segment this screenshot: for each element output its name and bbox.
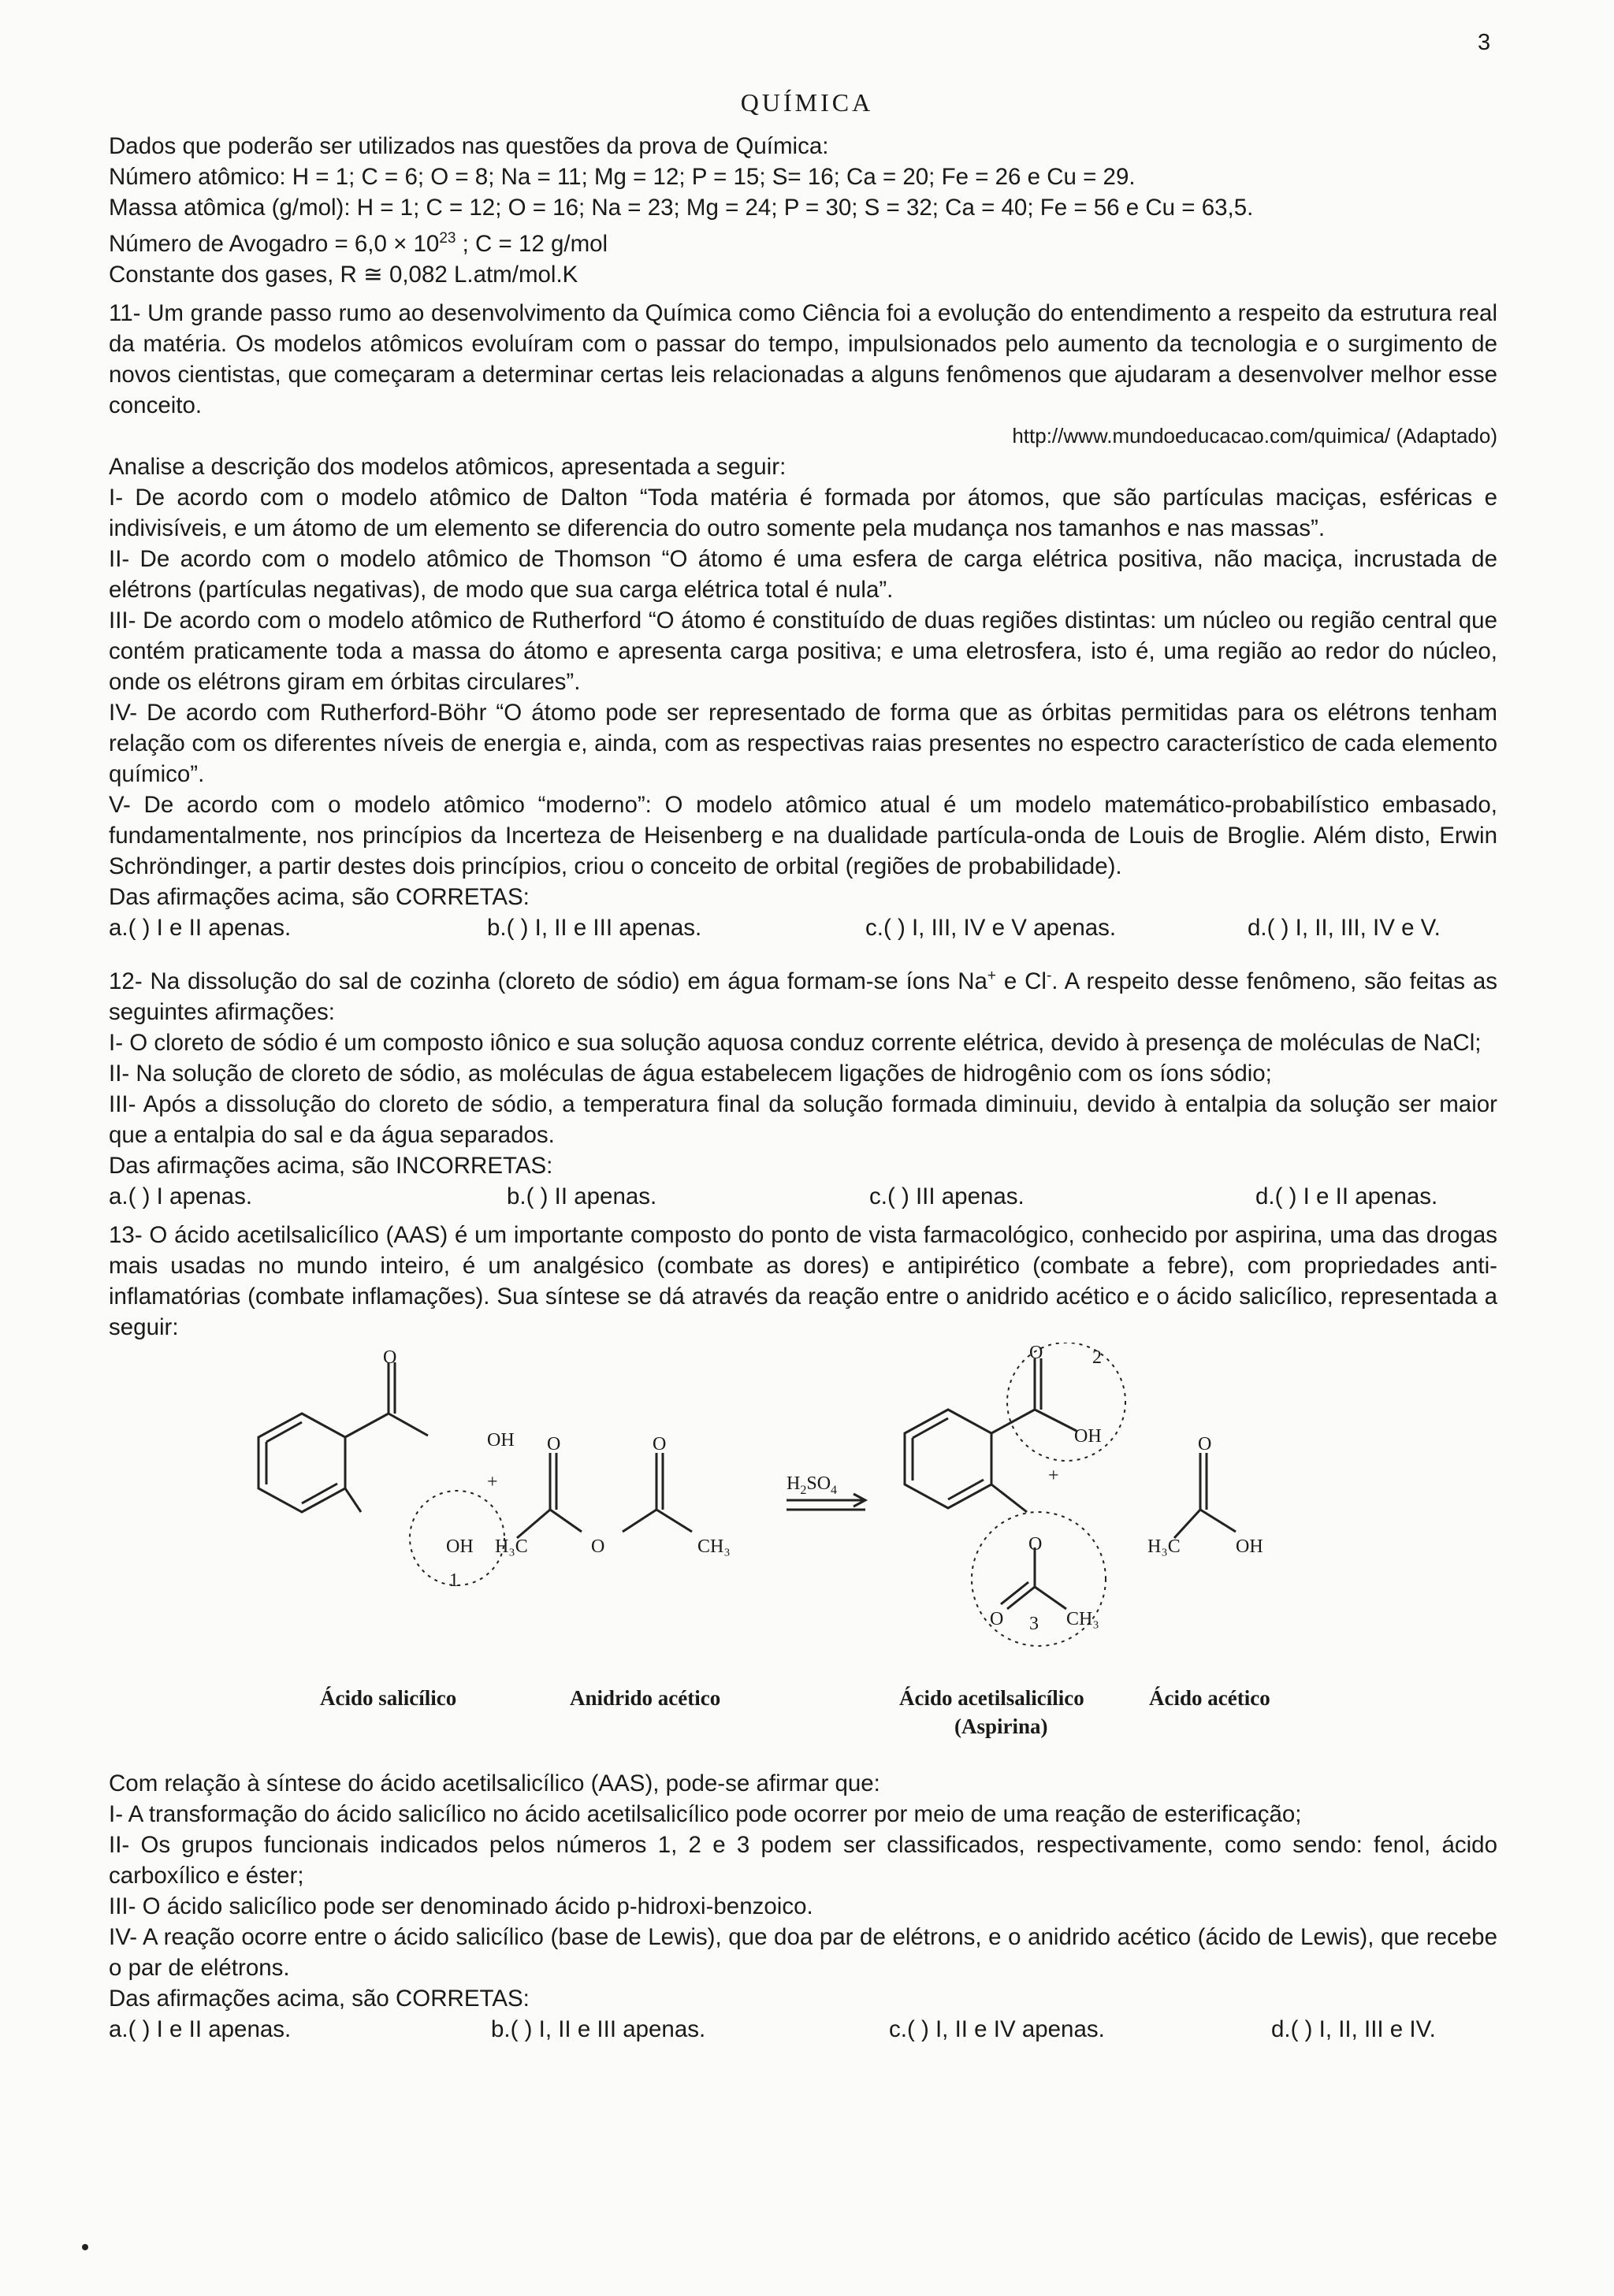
q13-option-d[interactable]: d.( ) I, II, III e IV. bbox=[1271, 2016, 1436, 2042]
q13-option-c[interactable]: c.( ) I, II e IV apenas. bbox=[889, 2016, 1105, 2042]
q12-option-d[interactable]: d.( ) I e II apenas. bbox=[1255, 1183, 1438, 1209]
q12-item-1: I- O cloreto de sódio é um composto iônico e sua solução aquosa conduz corrente elétrica, devido à presença de moléculas de NaCl; bbox=[109, 1029, 1482, 1056]
catalyst-h: H bbox=[787, 1473, 801, 1494]
label-acetylsalicylic-acid: Ácido acetilsalicílico bbox=[899, 1685, 1084, 1710]
q11-question: Das afirmações acima, são CORRETAS: bbox=[109, 883, 530, 910]
catalyst-so: SO bbox=[806, 1473, 831, 1494]
avogadro-line bbox=[109, 223, 1497, 259]
q12-item-3: III- Após a dissolução do cloreto de sódio, a temperatura final da solução formada diminuiu, devido à entalpia da solução ser maior que a entalpia do sal e da água separados. bbox=[109, 1090, 1497, 1148]
q11-option-c[interactable]: c.( ) I, III, IV e V apenas. bbox=[865, 914, 1117, 941]
q11-item-5: V- De acordo com o modelo atômico “moderno”: O modelo atômico atual é um modelo matemático-probabilístico embasado, fundamentalmente, nos princípios da Incerteza de Heisenberg e na dualidade partícula-onda de Louis de Broglie. Além disto, Erwin Schröndinger, a partir destes dois princípios, criou o conceito de orbital (regiões de probabilidade). bbox=[109, 791, 1497, 879]
atom-oh-4: OH bbox=[1236, 1536, 1263, 1557]
page-number: 3 bbox=[1478, 30, 1491, 55]
plus-sign-1: + bbox=[487, 1471, 498, 1492]
atom-o-4: O bbox=[1029, 1342, 1043, 1363]
group-number-1: 1 bbox=[449, 1570, 459, 1591]
q11-option-a[interactable]: a.( ) I e II apenas. bbox=[109, 914, 292, 941]
gas-constant-line: Constante dos gases, R ≅ 0,082 L.atm/mol.K bbox=[109, 261, 578, 288]
atom-oh-1: OH bbox=[487, 1429, 515, 1451]
q11-options bbox=[109, 912, 1497, 943]
atom-h3c-1: H₃C bbox=[495, 1536, 528, 1557]
data-intro: Dados que poderão ser utilizados nas questões da prova de Química: bbox=[109, 133, 829, 159]
q11-item-3: III- De acordo com o modelo atômico de Rutherford “O átomo é constituído de duas regiões distintas: um núcleo ou região central que contém praticamente toda a massa do átomo e apresenta carga positiva; e uma eletrosfera, isto é, uma região ao redor do núcleo, onde os elétrons giram em órbitas circulares”. bbox=[109, 607, 1497, 695]
group-number-3: 3 bbox=[1029, 1613, 1039, 1634]
q12-option-b[interactable]: b.( ) II apenas. bbox=[507, 1183, 657, 1209]
atom-ch3-2: CH₃ bbox=[1066, 1608, 1099, 1629]
atom-o-bridge: O bbox=[591, 1536, 605, 1557]
q12-option-c[interactable]: c.( ) III apenas. bbox=[869, 1183, 1025, 1209]
q12-na-charge: + bbox=[987, 967, 997, 984]
atom-ch3-1: CH₃ bbox=[697, 1536, 731, 1557]
q11-prompt: Analise a descrição dos modelos atômicos, apresentada a seguir: bbox=[109, 453, 787, 480]
q13-options bbox=[109, 2014, 1497, 2045]
atom-oh-3: OH bbox=[1074, 1425, 1102, 1447]
q13-item-2: II- Os grupos funcionais indicados pelos números 1, 2 e 3 podem ser classificados, respectivamente, como sendo: fenol, ácido carboxílico e éster; bbox=[109, 1831, 1497, 1889]
q13-item-1: I- A transformação do ácido salicílico no ácido acetilsalicílico pode ocorrer por meio de uma reação de esterificação; bbox=[109, 1800, 1302, 1827]
atom-o-3: O bbox=[653, 1433, 667, 1455]
plus-sign-2: + bbox=[1048, 1465, 1059, 1486]
q11-option-d[interactable]: d.( ) I, II, III, IV e V. bbox=[1248, 914, 1441, 941]
aspirin-benzene-ring bbox=[905, 1410, 991, 1508]
atom-o-ester: O bbox=[1028, 1533, 1043, 1555]
atom-o-2: O bbox=[547, 1433, 561, 1455]
q12-text-mid: e Cl bbox=[996, 968, 1047, 994]
q13-item-3: III- O ácido salicílico pode ser denominado ácido p-hidroxi-benzoico. bbox=[109, 1893, 813, 1919]
q12-statement bbox=[109, 960, 1497, 1027]
catalyst-label bbox=[787, 1469, 837, 1506]
q13-prompt: Com relação à síntese do ácido acetilsalicílico (AAS), pode-se afirmar que: bbox=[109, 1770, 880, 1796]
circle-group-2 bbox=[1007, 1343, 1125, 1461]
salicylic-benzene-ring bbox=[258, 1414, 345, 1512]
q13-question: Das afirmações acima, são CORRETAS: bbox=[109, 1985, 530, 2012]
margin-dot bbox=[82, 2244, 88, 2250]
q11-item-1: I- De acordo com o modelo atômico de Dalton “Toda matéria é formada por átomos, que são partículas maciças, esféricas e indivisíveis, e um átomo de um elemento se diferencia do outro somente pela mudança nos tamanhos e nas massas”. bbox=[109, 484, 1497, 541]
q11-item-2: II- De acordo com o modelo atômico de Thomson “O átomo é uma esfera de carga elétrica positiva, não maciça, incrustada de elétrons (partículas negativas), de modo que sua carga elétrica total é nula”. bbox=[109, 545, 1497, 603]
catalyst-sub-2: 4 bbox=[831, 1483, 838, 1497]
q12-text: 12- Na dissolução do sal de cozinha (cloreto de sódio) em água formam-se íons Na bbox=[109, 968, 987, 994]
page-title: QUÍMICA bbox=[740, 88, 874, 117]
avogadro-exponent: 23 bbox=[439, 230, 456, 247]
q11-option-b[interactable]: b.( ) I, II e III apenas. bbox=[487, 914, 702, 941]
q13-item-4: IV- A reação ocorre entre o ácido salicílico (base de Lewis), que doa par de elétrons, e o anidrido acético (ácido de Lewis), que recebe o par de elétrons. bbox=[109, 1923, 1497, 1981]
atom-o-5: O bbox=[990, 1608, 1004, 1629]
group-number-2: 2 bbox=[1092, 1347, 1102, 1368]
atom-h3c-2: H₃C bbox=[1147, 1536, 1181, 1557]
q11-source: http://www.mundoeducacao.com/quimica/ (Adaptado) bbox=[1012, 423, 1497, 448]
q12-options bbox=[109, 1181, 1497, 1212]
exam-content bbox=[109, 131, 1497, 2045]
q13-statement: 13- O ácido acetilsalicílico (AAS) é um importante composto do ponto de vista farmacológico, conhecido por aspirina, uma das drogas mais usadas no mundo inteiro, é um analgésico (combate as dores) e antipirético (combate a febre), com propriedades anti-inflamatórias (combate inflamações). Sua síntese se dá através da reação entre o anidrido acético e o ácido salicílico, representada a seguir: bbox=[109, 1221, 1497, 1340]
label-acetic-acid: Ácido acético bbox=[1149, 1685, 1270, 1710]
q13-option-b[interactable]: b.( ) I, II e III apenas. bbox=[491, 2016, 706, 2042]
atomic-mass-line: Massa atômica (g/mol): H = 1; C = 12; O = 16; Na = 23; Mg = 24; P = 30; S = 32; Ca = 40; Fe = 56 e Cu = 63,5. bbox=[109, 195, 1254, 221]
label-aspirin: (Aspirina) bbox=[954, 1714, 1048, 1738]
reaction-svg bbox=[109, 1343, 1497, 1768]
reaction-diagram bbox=[109, 1343, 1497, 1768]
q12-option-a[interactable]: a.( ) I apenas. bbox=[109, 1183, 253, 1209]
q12-question: Das afirmações acima, são INCORRETAS: bbox=[109, 1152, 553, 1179]
atomic-number-line: Número atômico: H = 1; C = 6; O = 8; Na = 11; Mg = 12; P = 15; S= 16; Ca = 20; Fe = 26 e Cu = 29. bbox=[109, 164, 1136, 190]
atom-o-1: O bbox=[383, 1347, 397, 1368]
q12-cl-charge: - bbox=[1046, 967, 1052, 984]
label-salicylic-acid: Ácido salicílico bbox=[320, 1685, 457, 1710]
q13-option-a[interactable]: a.( ) I e II apenas. bbox=[109, 2016, 292, 2042]
q12-item-2: II- Na solução de cloreto de sódio, as moléculas de água estabelecem ligações de hidrogênio com os íons sódio; bbox=[109, 1060, 1272, 1087]
atom-o-6: O bbox=[1198, 1433, 1212, 1455]
q11-item-4: IV- De acordo com Rutherford-Böhr “O átomo pode ser representado de forma que as órbitas permitidas para os elétrons tenham relação com os diferentes níveis de energia e, ainda, com as respectivas raias presentes no espectro característico de cada elemento químico”. bbox=[109, 699, 1497, 787]
avogadro-text: Número de Avogadro = 6,0 × 10 bbox=[109, 230, 440, 257]
q12-text-end: . A respeito desse fenômeno, são feitas as seguintes afirmações: bbox=[109, 968, 1497, 1025]
atom-oh-2: OH bbox=[446, 1536, 474, 1557]
label-acetic-anhydride: Anidrido acético bbox=[570, 1685, 721, 1710]
q11-statement: 11- Um grande passo rumo ao desenvolvimento da Química como Ciência foi a evolução do entendimento a respeito da estrutura real da matéria. Os modelos atômicos evoluíram com o passar do tempo, impulsionados pelo aumento da tecnologia e o surgimento de novos cientistas, que começaram a determinar certas leis relacionadas a alguns fenômenos que ajudaram a desenvolver melhor esse conceito. bbox=[109, 299, 1497, 418]
catalyst-sub-1: 2 bbox=[800, 1483, 807, 1497]
avogadro-text-end: ; C = 12 g/mol bbox=[456, 230, 608, 257]
